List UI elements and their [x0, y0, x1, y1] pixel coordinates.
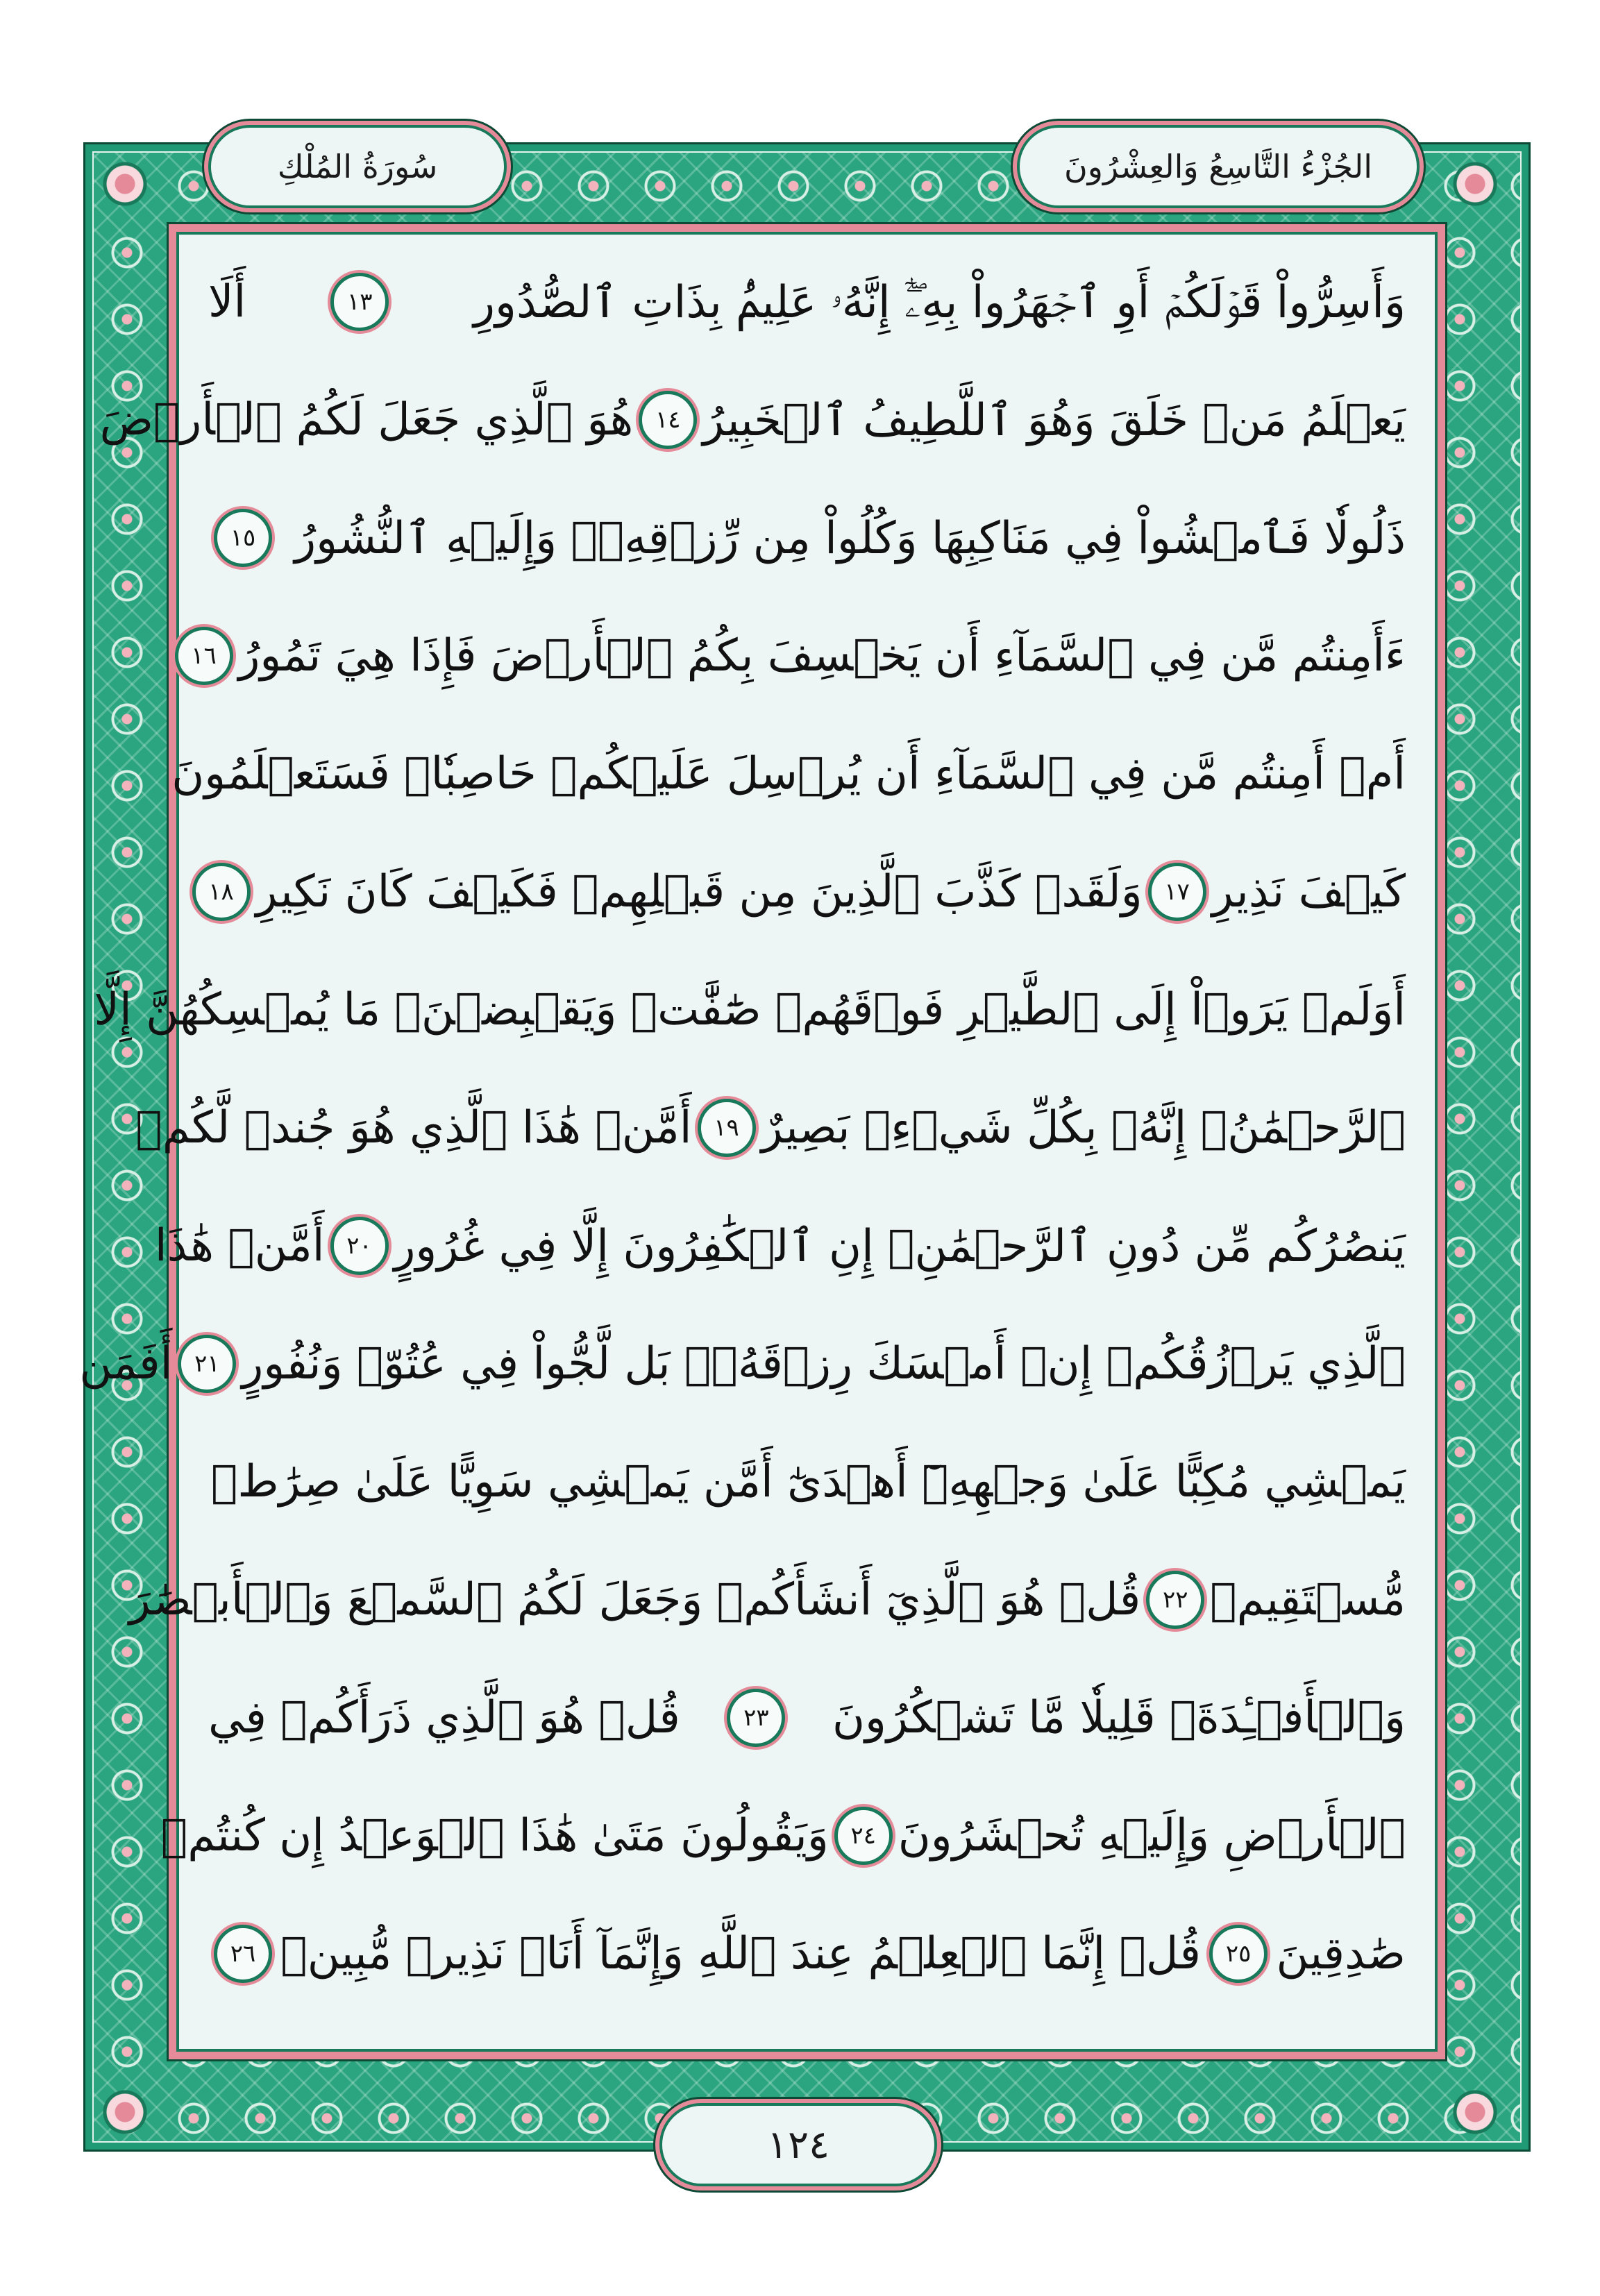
ayah-number-marker: ١٧ — [1148, 863, 1206, 921]
ayah-number-marker: ١٥ — [214, 509, 272, 567]
text-line — [160, 1784, 1406, 1888]
verse-text: أَمَّنۡ هَٰذَا — [154, 1220, 325, 1272]
verse-text: أَمَّنۡ هَٰذَا ٱلَّذِي هُوَ جُندٞ لَّكُمۡ — [135, 1102, 692, 1154]
text-line — [128, 1548, 1406, 1652]
text-line — [99, 368, 1406, 472]
corner-ornament-icon — [1451, 2088, 1499, 2136]
verse-text: وَلَقَدۡ كَذَّبَ ٱلَّذِينَ مِن قَبۡلِهِمۡ فَكَيۡفَ كَانَ نَكِيرِ — [255, 866, 1143, 918]
text-line — [191, 604, 1406, 708]
text-line — [208, 1430, 1406, 1534]
verse-text: وَيَقُولُونَ مَتَىٰ هَٰذَا ٱلۡوَعۡدُ إِن كُنتُمۡ — [160, 1810, 829, 1862]
text-line — [208, 840, 1406, 944]
text-line — [154, 1194, 1406, 1298]
verse-text: ٱلۡأَرۡضِ وَإِلَيۡهِ تُحۡشَرُونَ — [898, 1810, 1406, 1862]
ayah-number-marker: ٢٠ — [330, 1217, 389, 1275]
verse-text: قُلۡ هُوَ ٱلَّذِي ذَرَأَكُمۡ فِي — [208, 1692, 680, 1744]
verse-text: أَلَا — [208, 276, 246, 328]
ayah-number-marker: ٢٤ — [834, 1807, 893, 1865]
ayah-number-marker: ٢٣ — [727, 1689, 785, 1747]
text-line — [208, 1666, 1406, 1770]
corner-ornament-icon — [101, 2088, 149, 2136]
verse-text: ٱلَّذِي يَرۡزُقُكُمۡ إِنۡ أَمۡسَكَ رِزۡقَهُۥۚ بَل لَّجُّواْ فِي عُتُوّٖ وَنُفُورٍ — [242, 1338, 1406, 1390]
ayah-number-marker: ١٩ — [698, 1099, 756, 1157]
verse-text: وَٱلۡأَفۡـِٔدَةَۚ قَلِيلٗا مَّا تَشۡكُرُونَ — [832, 1692, 1406, 1744]
corner-ornament-icon — [1451, 160, 1499, 208]
verse-text: يَمۡشِي مُكِبًّا عَلَىٰ وَجۡهِهِۦٓ أَهۡدَىٰٓ أَمَّن يَمۡشِي سَوِيًّا عَلَىٰ صِرَٰطٖ — [210, 1456, 1406, 1508]
verse-text: قُلۡ إِنَّمَا ٱلۡعِلۡمُ عِندَ ٱللَّهِ وَإِنَّمَآ أَنَا۠ نَذِيرٞ مُّبِينٞ — [280, 1928, 1201, 1980]
verse-text: أَمۡ أَمِنتُم مَّن فِي ٱلسَّمَآءِ أَن يُرۡسِلَ عَلَيۡكُمۡ حَاصِبٗاۖ فَسَتَعۡلَمُونَ — [171, 748, 1406, 800]
verse-text: يَعۡلَمُ مَنۡ خَلَقَ وَهُوَ ٱللَّطِيفُ ٱلۡخَبِيرُ — [702, 394, 1406, 446]
ayah-number-marker: ١٨ — [192, 863, 251, 921]
juz-title: الجُزْءُ التَّاسِعُ وَالعِشْرُونَ — [1017, 125, 1420, 208]
text-line — [79, 1312, 1406, 1416]
verse-text: يَنصُرُكُم مِّن دُونِ ٱلرَّحۡمَٰنِۚ إِنِ ٱلۡكَٰفِرُونَ إِلَّا فِي غُرُورٍ — [394, 1220, 1406, 1272]
ayah-number-marker: ٢٢ — [1146, 1571, 1204, 1629]
text-line — [208, 1902, 1406, 2006]
ayah-number-marker: ٢١ — [178, 1335, 236, 1393]
verse-text: ذَلُولٗا فَٱمۡشُواْ فِي مَنَاكِبِهَا وَكُلُواْ مِن رِّزۡقِهِۦۖ وَإِلَيۡهِ ٱلنُّشُورُ — [294, 512, 1406, 564]
verse-text: ءَأَمِنتُم مَّن فِي ٱلسَّمَآءِ أَن يَخۡسِفَ بِكُمُ ٱلۡأَرۡضَ فَإِذَا هِيَ تَمُورُ — [238, 630, 1406, 682]
verse-text: أَفَمَن — [79, 1338, 173, 1390]
ayah-number-marker: ٢٥ — [1209, 1925, 1268, 1983]
text-line — [208, 486, 1406, 590]
verse-text: صَٰدِقِينَ — [1276, 1928, 1406, 1980]
corner-ornament-icon — [101, 160, 149, 208]
quran-text-body — [79, 250, 1406, 2027]
page-number: ١٢٤ — [659, 2103, 937, 2186]
verse-text: هُوَ ٱلَّذِي جَعَلَ لَكُمُ ٱلۡأَرۡضَ — [99, 394, 634, 446]
ayah-number-marker: ١٤ — [639, 391, 697, 449]
verse-text: وَأَسِرُّواْ قَوۡلَكُمۡ أَوِ ٱجۡهَرُواْ بِهِۦٓۖ إِنَّهُۥ عَلِيمُۢ بِذَاتِ ٱلصُّدُورِ — [473, 276, 1406, 328]
ayah-number-marker: ٢٦ — [214, 1925, 272, 1983]
verse-text: أَوَلَمۡ يَرَوۡاْ إِلَى ٱلطَّيۡرِ فَوۡقَهُمۡ صَٰٓفَّٰتٖ وَيَقۡبِضۡنَۚ مَا يُمۡسِكُهُنَّ إِلَّا — [94, 984, 1406, 1036]
text-line — [208, 250, 1406, 354]
verse-text: مُّسۡتَقِيمٖ — [1210, 1574, 1406, 1626]
verse-text: ٱلرَّحۡمَٰنُۚ إِنَّهُۥ بِكُلِّ شَيۡءِۭ بَصِيرٌ — [761, 1102, 1406, 1154]
ayah-number-marker: ١٣ — [330, 273, 389, 331]
verse-text: قُلۡ هُوَ ٱلَّذِيٓ أَنشَأَكُمۡ وَجَعَلَ لَكُمُ ٱلسَّمۡعَ وَٱلۡأَبۡصَٰرَ — [128, 1574, 1141, 1626]
surah-title: سُورَةُ المُلْكِ — [208, 125, 507, 208]
text-line — [94, 958, 1406, 1062]
text-line — [171, 722, 1406, 826]
text-line — [135, 1076, 1406, 1180]
verse-text: كَيۡفَ نَذِيرِ — [1211, 866, 1406, 918]
ayah-number-marker: ١٦ — [175, 627, 233, 685]
